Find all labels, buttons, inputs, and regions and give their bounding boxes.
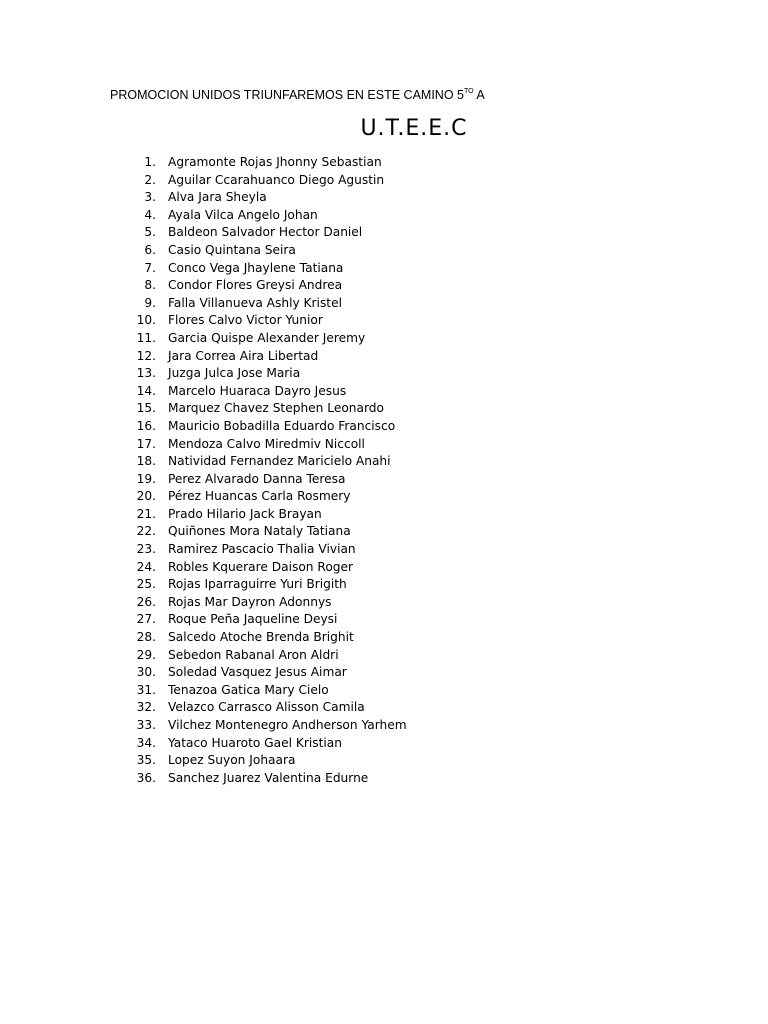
list-item [120,682,407,700]
list-item [120,400,407,418]
list-item-name: Sanchez Juarez Valentina Edurne [168,770,369,785]
list-item-spacer [156,488,168,506]
list-item-number: 2. [144,172,156,187]
list-item-number: 36. [136,770,156,785]
list-item-spacer [156,260,168,278]
list-item-number: 22. [136,524,156,539]
list-item-name: Vilchez Montenegro Andherson Yarhem [168,718,407,732]
list-item-spacer [156,312,168,330]
student-list [120,154,407,787]
list-item-spacer [156,541,168,559]
list-item-name: Natividad Fernandez Maricielo Anahi [168,454,391,469]
list-item [120,664,407,682]
list-item-number: 11. [136,330,156,345]
list-item [120,594,407,612]
list-item-spacer [156,717,168,735]
list-item [120,295,407,313]
list-item-number: 21. [136,506,156,521]
list-item-spacer [156,453,168,471]
promotion-header [110,88,485,102]
list-item [120,699,407,717]
list-item-spacer [156,611,168,629]
list-item [120,260,407,278]
list-item-name: Quiñones Mora Nataly Tatiana [168,524,351,539]
list-item-number: 33. [136,718,156,732]
list-item-spacer [156,207,168,225]
list-item-number: 31. [136,682,156,697]
list-item-spacer [156,523,168,541]
list-item-spacer [156,400,168,418]
list-item [120,330,407,348]
list-item [120,576,407,594]
list-item-name: Lopez Suyon Johaara [168,753,296,768]
list-item [120,735,407,753]
list-item [120,488,407,506]
list-item-name: Mendoza Calvo Miredmiv Niccoll [168,436,365,451]
list-item-name: Baldeon Salvador Hector Daniel [168,225,363,240]
list-item-name: Rojas Iparraguirre Yuri Brigith [168,577,347,592]
list-item-name: Yataco Huaroto Gael Kristian [168,735,342,750]
promotion-header-superscript: TO [463,87,474,95]
list-item-spacer [156,594,168,612]
list-item-spacer [156,664,168,682]
list-item-spacer [156,436,168,454]
list-item-spacer [156,154,168,172]
list-item [120,189,407,207]
list-item-number: 10. [136,313,156,328]
list-item-name: Aguilar Ccarahuanco Diego Agustin [168,172,385,187]
promotion-header-suffix: A [473,88,485,102]
list-item-spacer [156,172,168,190]
list-item-name: Juzga Julca Jose Maria [168,366,301,381]
list-item [120,471,407,489]
list-item [120,611,407,629]
list-item-number: 13. [136,366,156,381]
list-item-spacer [156,699,168,717]
list-item-spacer [156,365,168,383]
list-item-name: Ayala Vilca Angelo Johan [168,207,318,222]
list-item-name: Conco Vega Jhaylene Tatiana [168,260,344,275]
list-item [120,312,407,330]
list-item [120,383,407,401]
list-item-number: 5. [144,225,156,240]
list-item-spacer [156,735,168,753]
list-item-number: 1. [144,155,156,169]
list-item-spacer [156,647,168,665]
list-item-number: 34. [136,735,156,750]
list-item-name: Prado Hilario Jack Brayan [168,506,322,521]
list-item-name: Tenazoa Gatica Mary Cielo [168,682,329,697]
list-item [120,629,407,647]
list-item-name: Agramonte Rojas Jhonny Sebastian [168,155,382,169]
list-item-number: 16. [136,418,156,433]
list-item-name: Pérez Huancas Carla Rosmery [168,489,351,504]
list-item-spacer [156,277,168,295]
list-item-number: 14. [136,383,156,398]
list-item-number: 4. [144,207,156,222]
list-item [120,207,407,225]
list-item-name: Velazco Carrasco Alisson Camila [168,700,365,715]
list-item-name: Mauricio Bobadilla Eduardo Francisco [168,418,396,433]
list-item-spacer [156,418,168,436]
list-item-spacer [156,295,168,313]
list-item-name: Roque Peña Jaqueline Deysi [168,612,338,627]
list-item-name: Robles Kquerare Daison Roger [168,559,354,574]
list-item-number: 24. [136,559,156,574]
list-item-name: Alva Jara Sheyla [168,190,267,205]
list-item [120,436,407,454]
list-item-spacer [156,471,168,489]
list-item-name: Soledad Vasquez Jesus Aimar [168,665,347,680]
list-item-spacer [156,330,168,348]
list-item-number: 23. [136,542,156,557]
list-item [120,770,407,788]
list-item-spacer [156,383,168,401]
list-item-spacer [156,224,168,242]
list-item-number: 3. [144,190,156,205]
list-item-spacer [156,576,168,594]
list-item [120,365,407,383]
list-item-number: 25. [136,577,156,592]
list-item-number: 12. [136,348,156,363]
list-item-number: 9. [144,295,156,310]
list-item-number: 26. [136,594,156,609]
list-item-spacer [156,629,168,647]
list-item-number: 32. [136,700,156,715]
list-item-name: Condor Flores Greysi Andrea [168,278,343,293]
list-item-number: 18. [136,454,156,469]
list-item-number: 27. [136,612,156,627]
list-item [120,154,407,172]
list-item [120,224,407,242]
list-item-name: Sebedon Rabanal Aron Aldri [168,647,339,662]
list-item-name: Casio Quintana Seira [168,242,296,257]
list-item-number: 30. [136,665,156,680]
list-item [120,541,407,559]
list-item-number: 17. [136,436,156,451]
list-item-spacer [156,506,168,524]
list-item-number: 15. [136,401,156,416]
list-item-name: Falla Villanueva Ashly Kristel [168,295,342,310]
list-item [120,647,407,665]
list-item-number: 7. [144,260,156,275]
list-item-name: Jara Correa Aira Libertad [168,348,319,363]
list-item-number: 35. [136,753,156,768]
list-item [120,752,407,770]
list-item-spacer [156,348,168,366]
list-item [120,172,407,190]
promotion-header-text: PROMOCION UNIDOS TRIUNFAREMOS EN ESTE CAMINO 5 [110,88,464,102]
list-item-name: Rojas Mar Dayron Adonnys [168,594,332,609]
list-item-spacer [156,752,168,770]
list-item-name: Salcedo Atoche Brenda Brighit [168,630,354,645]
list-item-spacer [156,770,168,788]
list-item-number: 6. [144,242,156,257]
list-item-name: Marquez Chavez Stephen Leonardo [168,401,384,416]
list-item [120,242,407,260]
list-item [120,453,407,471]
list-item-number: 28. [136,630,156,645]
list-item [120,717,407,735]
list-item [120,277,407,295]
list-item-name: Garcia Quispe Alexander Jeremy [168,330,366,345]
list-item-number: 19. [136,471,156,486]
list-item-name: Ramirez Pascacio Thalia Vivian [168,542,356,557]
list-item-spacer [156,559,168,577]
list-item-name: Marcelo Huaraca Dayro Jesus [168,383,347,398]
list-item-number: 29. [136,647,156,662]
list-item [120,418,407,436]
list-item-number: 8. [144,278,156,293]
list-item [120,559,407,577]
list-item [120,523,407,541]
list-item-name: Perez Alvarado Danna Teresa [168,471,346,486]
list-item-name: Flores Calvo Victor Yunior [168,313,323,328]
list-item-spacer [156,189,168,207]
document-title: U.T.E.E.C [360,116,468,141]
list-item-spacer [156,242,168,260]
list-item [120,348,407,366]
list-item [120,506,407,524]
list-item-spacer [156,682,168,700]
list-item-number: 20. [136,489,156,504]
